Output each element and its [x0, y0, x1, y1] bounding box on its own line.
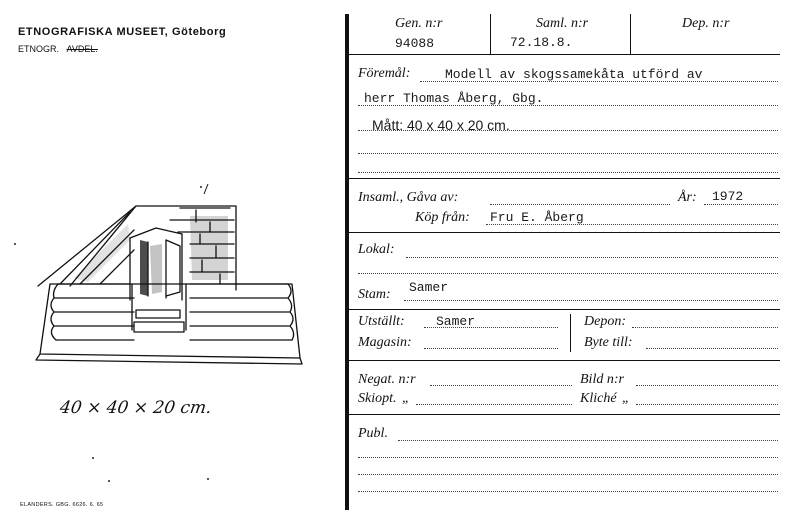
- department-struck: AVDEL.: [66, 44, 98, 54]
- magasin-label: Magasin:: [358, 335, 412, 350]
- year-value: 1972: [712, 189, 744, 204]
- paper-speck: [14, 243, 16, 245]
- skiopt-line: [416, 404, 572, 405]
- drawing-caption: 40 × 40 × 20 cm.: [58, 398, 213, 418]
- stam-value: Samer: [409, 280, 449, 295]
- publ-line: [358, 474, 778, 475]
- kop-value: Fru E. Åberg: [490, 210, 584, 225]
- publ-line: [398, 440, 778, 441]
- stam-line: [404, 300, 778, 301]
- year-line: [704, 204, 778, 205]
- bild-line: [636, 385, 778, 386]
- paper-speck: [200, 186, 202, 188]
- publ-label: Publ.: [358, 426, 388, 441]
- paper-speck: [207, 478, 209, 480]
- number-row-rule: [348, 54, 780, 55]
- section-rule: [348, 414, 780, 415]
- number-divider: [490, 14, 491, 54]
- kliche-label: Kliché: [580, 391, 617, 406]
- saml-nr-label: Saml. n:r: [536, 16, 589, 31]
- stam-label: Stam:: [358, 287, 391, 302]
- museum-name: ETNOGRAFISKA MUSEET, Göteborg: [18, 26, 227, 38]
- printer-imprint: ELANDERS. GBG. 6626. 6. 65: [20, 502, 104, 508]
- foremal-text-3: Mått: 40 x 40 x 20 cm.: [372, 117, 510, 133]
- kliche-ditto: „: [622, 391, 630, 406]
- insaml-line: [490, 204, 670, 205]
- byte-line: [646, 348, 778, 349]
- section-rule: [348, 309, 780, 310]
- utstallt-label: Utställt:: [358, 314, 405, 329]
- publ-line: [358, 491, 778, 492]
- lokal-label: Lokal:: [358, 242, 395, 257]
- skiopt-label: Skiopt.: [358, 391, 397, 406]
- number-divider: [630, 14, 631, 54]
- foremal-label: Föremål:: [358, 66, 411, 81]
- publ-line: [358, 457, 778, 458]
- paper-speck: [108, 480, 110, 482]
- dep-nr-label: Dep. n:r: [682, 16, 730, 31]
- bild-label: Bild n:r: [580, 372, 624, 387]
- department-prefix: ETNOGR.: [18, 44, 60, 54]
- negat-line: [430, 385, 572, 386]
- section-rule: [348, 178, 780, 179]
- saml-nr-value: 72.18.8.: [510, 35, 573, 50]
- foremal-text-1: Modell av skogssamekåta utförd av: [445, 67, 703, 82]
- foremal-line: [358, 172, 778, 173]
- kliche-line: [636, 404, 778, 405]
- foremal-text-2: herr Thomas Åberg, Gbg.: [364, 91, 544, 106]
- form-left-border: [345, 14, 349, 510]
- department-line: [18, 44, 98, 54]
- kata-model-sketch: [30, 180, 315, 370]
- skiopt-ditto: „: [402, 391, 410, 406]
- byte-label: Byte till:: [584, 335, 633, 350]
- lokal-line: [358, 273, 778, 274]
- section-rule: [348, 232, 780, 233]
- depon-label: Depon:: [584, 314, 626, 329]
- gen-nr-label: Gen. n:r: [395, 16, 443, 31]
- foremal-line: [358, 153, 778, 154]
- negat-label: Negat. n:r: [358, 372, 416, 387]
- gen-nr-value: 94088: [395, 36, 435, 51]
- magasin-line: [424, 348, 558, 349]
- insaml-label: Insaml., Gåva av:: [358, 190, 459, 205]
- depon-line: [632, 327, 778, 328]
- exhibit-divider: [570, 314, 571, 352]
- utstallt-value: Samer: [436, 314, 476, 329]
- kop-label: Köp från:: [415, 210, 470, 225]
- year-label: År:: [678, 190, 697, 205]
- lokal-line: [406, 257, 778, 258]
- section-rule: [348, 360, 780, 361]
- paper-speck: [92, 457, 94, 459]
